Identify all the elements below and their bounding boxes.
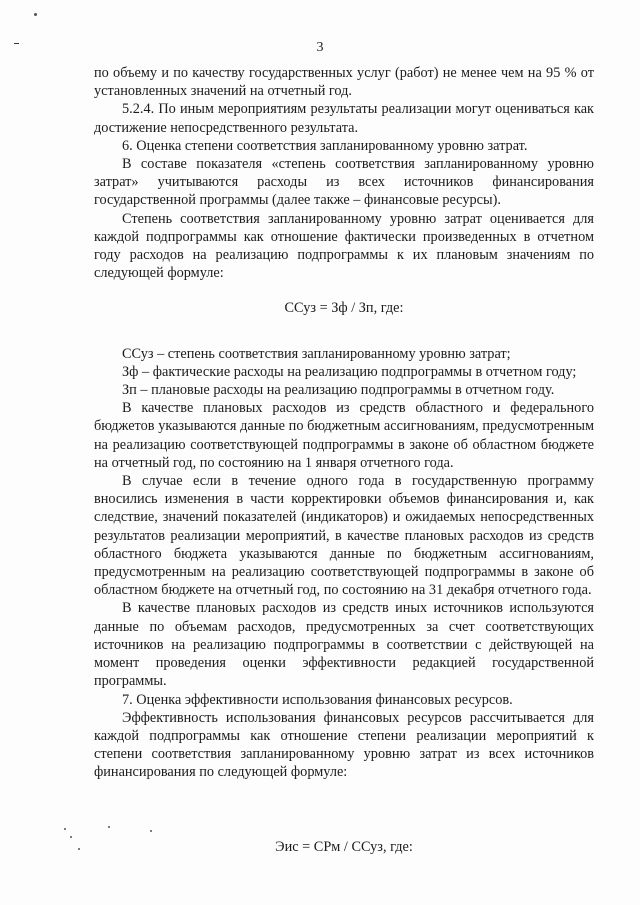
paragraph-group-definitions — [94, 345, 594, 782]
document-body — [94, 64, 594, 782]
paragraph: В случае если в течение одного года в государственную программу вносились изменения в части корректировки объемов финансирования и, как следствие, значений показателей (индикаторов) и ожидаемых непосредственных результатов реализации мероприятий, в качестве плановых расходов из средств областного бюджета указываются данные по бюджетным ассигнованиям, предусмотренным на реализацию соответствующей подпрограммы в законе об областном бюджете на отчетный год, по состоянию на 31 декабря отчетного года. — [94, 473, 594, 599]
paragraph: 5.2.4. По иным мероприятиям результаты реализации могут оцениваться как достижение непосредственного результата. — [94, 101, 594, 136]
scan-speck — [150, 830, 152, 832]
paragraph: Эффективность использования финансовых ресурсов рассчитывается для каждой подпрограммы как отношение степени реализации мероприятий к степени соответствия запланированному уровню затрат из всех источников финансирования по следующей формуле: — [94, 709, 594, 781]
section-heading: 7. Оценка эффективности использования финансовых ресурсов. — [122, 691, 513, 708]
scan-mark — [14, 43, 19, 44]
formula-eis: Эис = СРм / ССуз, где: — [275, 839, 413, 855]
paragraph: В качестве плановых расходов из средств иных источников используются данные по объемам расходов, предусмотренных за счет соответствующих источников на реализацию подпрограммы в соответствии с действующей на момент проведения оценки эффективности редакцией государственной программы. — [94, 600, 594, 690]
page-number: 3 — [316, 40, 324, 55]
scan-speck — [34, 13, 37, 16]
scan-speck — [78, 848, 80, 850]
paragraph: Степень соответствия запланированному уровню затрат оценивается для каждой подпрограммы как отношение фактически произведенных в отчетном году расходов на реализацию подпрограммы к их плановым значениям по следующей формуле: — [94, 210, 594, 282]
definition-line: Зп – плановые расходы на реализацию подпрограммы в отчетном году. — [122, 382, 555, 399]
paragraph: В качестве плановых расходов из средств областного и федерального бюджетов указываются данные по бюджетным ассигнованиям, предусмотренным на реализацию соответствующей подпрограммы в законе об областном бюджете на отчетный год, по состоянию на 1 января отчетного года. — [94, 400, 594, 471]
scan-speck — [70, 836, 72, 838]
scan-speck — [64, 828, 66, 830]
scan-speck — [108, 826, 110, 828]
definition-line: ССуз – степень соответствия запланированному уровню затрат; — [122, 345, 511, 362]
section-heading: 6. Оценка степени соответствия запланированному уровню затрат. — [122, 137, 528, 154]
paragraph: по объему и по качеству государственных услуг (работ) не менее чем на 95 % от установленных значений на отчетный год. — [94, 65, 594, 100]
definition-line: Зф – фактические расходы на реализацию подпрограммы в отчетном году; — [122, 363, 577, 380]
paragraph: В составе показателя «степень соответствия запланированному уровню затрат» учитываются расходы из всех источников финансирования государственной программы (далее также – финансовые ресурсы). — [94, 156, 594, 209]
formula-ssuz: ССуз = Зф / Зп, где: — [284, 300, 404, 317]
paragraph-group-intro — [94, 64, 594, 282]
